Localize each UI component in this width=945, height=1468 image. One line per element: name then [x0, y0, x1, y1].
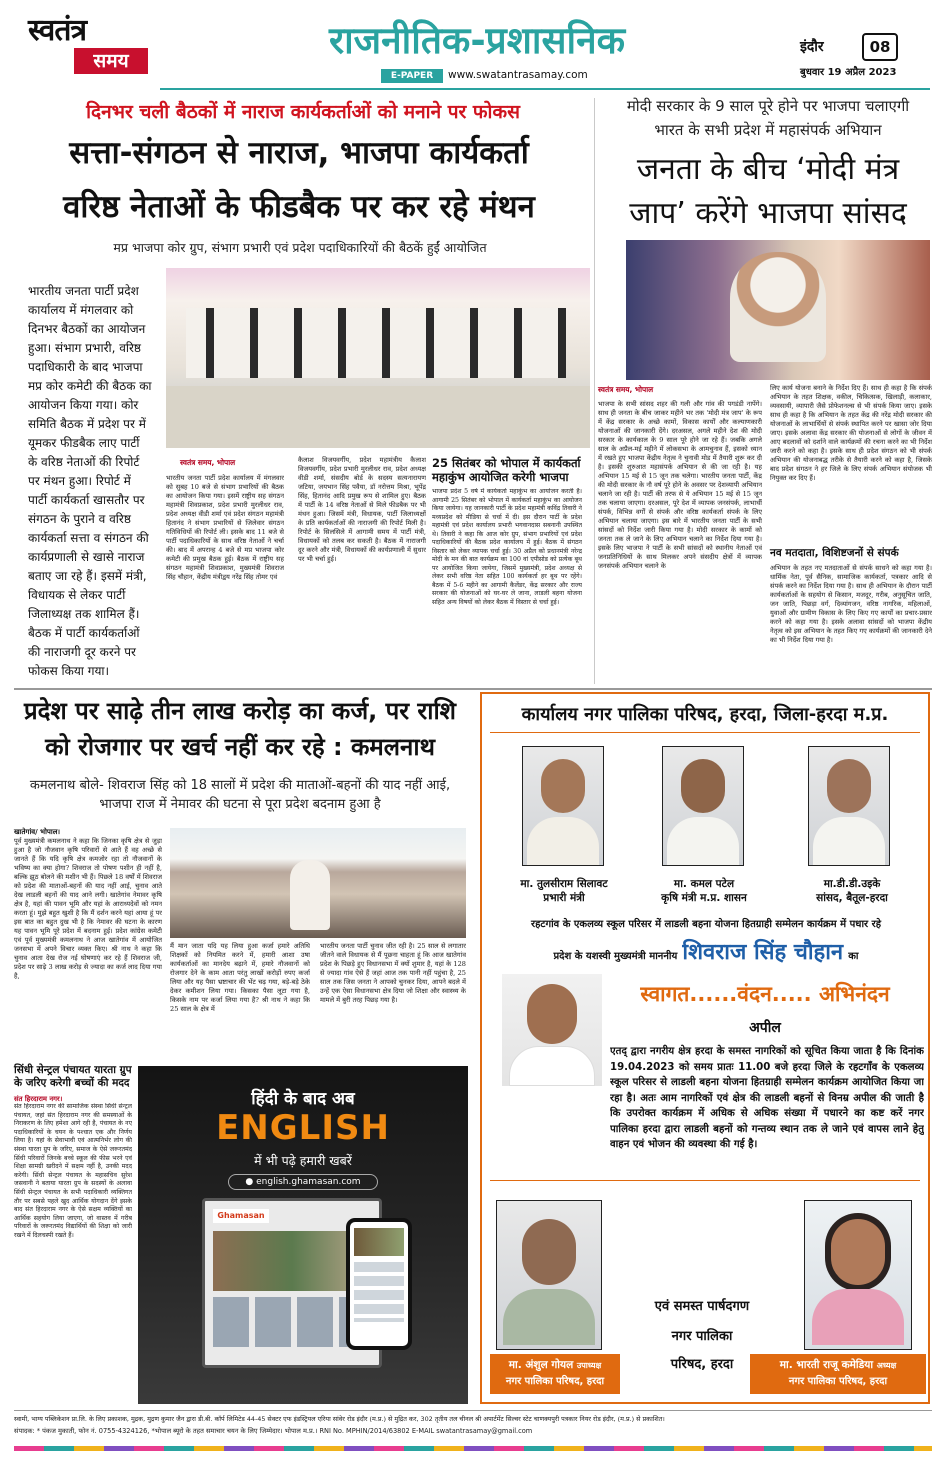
story2-byline: स्वतंत्र समय, भोपाल [598, 385, 654, 394]
p2-role: कृषि मंत्री म.प्र. शासन [661, 892, 747, 904]
logo-top: स्वतंत्र [28, 13, 87, 48]
ad-event-line: रहटगांव के एकलव्य स्कूल परिसर में लाडली बहना योजना हितग्राही सम्मेलन कार्यक्रम में पधार रहे [531, 919, 881, 930]
photo-dd-uikey [808, 746, 890, 866]
promo-site-link[interactable] [228, 1174, 378, 1190]
story4-lead-label: संत हिरदाराम नगर। [14, 1095, 63, 1103]
harda-municipal-ad [480, 692, 930, 1404]
story-modi-mantra [598, 92, 938, 684]
b1-name: मा. अंशुल गोयल [508, 1359, 574, 1371]
promo-line-2: ENGLISH [216, 1108, 390, 1148]
photo-shivraj-chouhan [502, 974, 602, 1086]
p3-name: मा.डी.डी.उइके [823, 878, 881, 890]
footer-line-2: संपादक: * पंकज मुकाती, फोन नं. 0755-4324126, *भोपाल ब्यूरो के तहत समाचार चयन के लिए जिम्मेदार। भोपाल म.प्र.। RNI No. MPHIN/2014/63802 E-MAIL swatantrasamay@gmail.com [14, 1427, 533, 1435]
b2-caption [750, 1354, 926, 1394]
ad-header: कार्यालय नगर पालिका परिषद, हरदा, जिला-हरदा म.प्र. [521, 704, 889, 725]
logo-bottom: समय [74, 48, 148, 74]
photo-anshul-goyal [496, 1200, 602, 1350]
story-bjp-feedback [0, 92, 590, 682]
cm-name: शिवराज सिंह चौहान [682, 940, 844, 965]
story1b-headline: 25 सितंबर को भोपाल में कार्यकर्ता महाकुंभ आयोजित करेगी भाजपा [432, 456, 581, 484]
section-title: राजनीतिक-प्रशासनिक [328, 19, 626, 62]
story3-col2: मैं मान जाता यदि यह लिया हुआ कर्जा हमारे अतिथि शिक्षकों को नियमित करने में, हमारी आशा उषा कार्यकर्ताओं का मानदेय बढ़ाने में, हमारे नौजवानों को रोजगार देने के काम आता परंतु लाखों करोड़ों रुपए कर्जा लिया और यह पैसा भ्रष्टाचार की भेंट चढ़ गया, बड़े-बड़े ठेके देकर कमीशन लिया गया। किसका पैसा लूटा गया है, किसके नाम पर कर्जा लिया गया है? श्री नाथ ने कहा कि 25 साल के क्षेत्र में [170, 942, 310, 1013]
story1b-body: भाजपा प्रदेश 5 वर्ष में कार्यकर्ता महाकुंभ का आयोजन करती है। आगामी 25 सितंबर को भोपाल में कार्यकर्ता महाकुंभ का आयोजन किया जायेगा। यह जानकारी पार्टी के प्रदेश महामंत्री कविंद्र तिवारी ने मध्यप्रदेश को मीडिया से चर्चा में दी। इस दौरान पार्टी के प्रदेश महामंत्री एवं प्रदेश कार्यालय प्रभारी भगवानदास सबनानी उपस्थित थे। तिवारी ने कहा कि आज कोर ग्रुप, संभाग प्रभारियों एवं प्रदेश पदाधिकारियों की बैठक प्रदेश कार्यालय में हुई। बैठक में संगठन विस्तार को लेकर व्यापक चर्चा हुई। 30 अप्रैल को प्रधानमंत्री नरेन्द्र मोदी के मन की बात कार्यक्रम का 100 वां एपीसोड को प्रत्येक बूथ पर आयोजित किया जायेगा, जिसमें मुख्यमंत्री, प्रदेश अध्यक्ष से लेकर सभी वरिष्ठ नेता सहित 100 कार्यकर्ता हर बूथ पर रहेंगे। बैठक में 5-6 महीने का आगामी कैलेंडर, केंद्र सरकार और राज्य सरकार की योजनाओं को घर-घर ले जाना, लाडली बहना योजना सहित अन्य विषयों को लेकर बैठक में विस्तार से चर्चा हुई। [432, 488, 582, 606]
cm-prefix: प्रदेश के यशस्वी मुख्यमंत्री माननीय [553, 951, 678, 962]
p2-name: मा. कमल पटेल [673, 878, 735, 890]
b2-title: अध्यक्ष [876, 1361, 897, 1370]
story3-headline-1: प्रदेश पर साढ़े तीन लाख करोड़ का कर्ज, पर राशि [24, 697, 456, 725]
footer-color-bar [14, 1446, 932, 1451]
b2-name: मा. भारती राजू कमेडिया [779, 1359, 874, 1371]
page-number: 08 [862, 33, 898, 61]
photo-tulsiram-silawat [522, 746, 604, 866]
b1-caption [490, 1354, 620, 1394]
kamalnath-rally-photo [170, 828, 466, 938]
phone-mockup [346, 1218, 412, 1350]
story3-lead-label: खातेगांव/ भोपाल। [14, 828, 61, 836]
ad-appeal-text: एतद् द्वारा नगरीय क्षेत्र हरदा के समस्त नागरिकों को सूचित किया जाता है कि दिनांक 19.04.2023 को समय प्रातः 11.00 बजे हरदा जिले के रहटगाँव के एकलव्य स्कूल परिसर से लाडली बहना योजना हितग्राही सम्मेलन कार्यक्रम आयोजित किया जा रहा है। अतः आम नागरिकों एवं क्षेत्र की लाडली बहनों से विनम्र अपील की जाती है कि उपरोक्त कार्यक्रम में अधिक से अधिक संख्या में पधारने का कष्ट करें नगर पालिका हरदा द्वारा लाडली बहनों को गन्तव्य स्थान तक ले जाने एवं वापस लाने हेतु वाहन एवं भोजन की व्यवस्था की गई है। [610, 1046, 924, 1150]
story2-col2: लिए कार्य योजना बनाने के निर्देश दिए हैं। साथ ही कहा है कि संपर्क अभियान के तहत शिक्षक, वकील, चिकित्सक, खिलाड़ी, कलाकार, व्यवसायी, व्यापारी जैसे प्रोफेशनल्स से भी संपर्क किया जाए। इसके साथ ही कहा है कि अभियान के तहत केंद्र की नरेंद्र मोदी सरकार की योजनाओं के लाभार्थियों से संपर्क स्थापित करने पर खासा जोर दिया जाए। इसके अलावा केंद्र सरकार की योजनाओं से लोगों के जीवन में आए बदलावों को दर्शाने वाले कार्यक्रमों की रचना करने का भी निर्देश जारी करने को कहा है। इसके साथ ही प्रदेश संगठन को भी संपर्क अभियान की योजनाबद्ध तरीके से तैयारी करने को कहा है, जिसके बाद प्रदेश संगठन ने हर जिले के लिए संपर्क अभियान संयोजक भी नियुक्त कर दिए हैं। [770, 384, 932, 482]
epaper-badge: E-PAPER [381, 69, 443, 83]
story4-body: संत हिरदाराम नगर की सामाजिक संस्था सिंधी सेन्ट्रल पंचायत, जहां संत हिरदाराम नगर की समस्याओं के निराकरण के लिए हमेशा आगे रही है, पंचायत के नए पदाधिकारियों के चयन के पश्चात एक और निर्णय लिया है। यहां के सेवाभावी एवं आत्मनिर्भर लोग की संस्था यारता ग्रुप के जरिए, समाज के ऐसे जरूरतमंद सिंधी परिवारों जिनके बच्चे स्कूल की फीस भरने एवं शिक्षा सामग्री खरीदने में सक्षम नहीं है, उनकी मदद करेगी। सिंधी सेन्ट्रल पंचायत के महासचिव सुरेश जसवानी ने बताया यारता ग्रुप के सदस्यों के अलावा सिंधी सेन्ट्रल पंचायत के सभी पदाधिकारी व्यक्तिगत तौर पर सबसे पहले खुद आर्थिक योगदान देंगे इसके बाद संत हिरदाराम नगर के ऐसे सक्षम व्यक्तियों का आर्थिक सहयोग लिया जाएगा, जो वास्तव में गरीब परिवारों के जरूरतमंद विद्यार्थियों की शिक्षा को जारी रखने में दिलचस्पी रखते हैं। [14, 1103, 132, 1239]
story3-headline-2: को रोजगार पर खर्च नहीं कर रहे : कमलनाथ [45, 733, 435, 761]
b2-org: नगर पालिका परिषद, हरदा [788, 1376, 888, 1387]
story2-kicker-2: भारत के सभी प्रदेश में महासंपर्क अभियान [654, 121, 882, 139]
story3-col3: भारतीय जनता पार्टी चुनाव जीत रही है। 25 साल से लगातार जीतने वाले विधायक से मैं पूछना चाहता हूं कि आज खातेगांव प्रदेश के पिछड़े हुए विधानसभा में क्यों शुमार है, यहां के 128 से ज्यादा गांव ऐसे हैं जहां आज तक पानी नहीं पहुंचा है, 25 साल तक जिस जनता ने आपको चुनकर दिया, आपने बदले में उन्हें एक ऐसा विधानसभा क्षेत्र दिया जो शिक्षा और स्वास्थ्य के मामले में बुरी तरह पिछड़ गया है। [320, 942, 466, 1004]
story-sindhi-panchayat [14, 1064, 132, 1404]
b1-org: नगर पालिका परिषद, हरदा [505, 1376, 605, 1387]
p3-role: सांसद, बैतूल-हरदा [816, 892, 888, 904]
footer-line-1: स्वामी, भाग्य पब्लिकेशन प्रा.लि. के लिए प्रकाशक, मुद्रक, मुद्रण कुमार जैन द्वारा डी.बी. कॉर्प लिमिटेड 44-45 सेक्टर एफ इंडस्ट्रियल एरिया सांवेर रोड इंदौर (म.प्र.) से मुद्रित कर, 302 तृतीय तल चीनल श्री अपार्टमेंट सिल्वर स्टेट चाणक्यपुरी पत्रकार नियर रोड इंदौर, (म.प्र.) से प्रकाशित। [14, 1415, 665, 1423]
story-kamalnath [0, 692, 474, 1062]
promo-line-1: हिंदी के बाद अब [251, 1089, 355, 1109]
english-promo[interactable] [138, 1066, 468, 1404]
story3-col1: पूर्व मुख्यमंत्री कमलनाथ ने कहा कि जिनका कृषि क्षेत्र से जुड़ा हुआ है जो नौजवान कृषि परिवारों से आते हैं वह अच्छे से जानते हैं कि यदि कृषि क्षेत्र कमजोर रहा तो नौजवानों के भविष्य का क्या होगा? शिवराज तो पोषण पशीन ही नहीं है, बल्कि झूठ बोलने की मशीन भी हैं। पिछले 18 वर्षों में शिवराज को प्रदेश की माताओं-बहनों की याद नहीं आई, चुनाव आते देख लाडली बहनों की याद आने लगी। खातेगांव नेमावर कृषि क्षेत्र है, यहां की पावन भूमि और यहां के आराध्यदेवों को नमन करता हूं। मुझे बहुत खुशी है कि मैं दर्शन करने यहां आया हूं पर इस बात का बहुत दुख भी है कि नेमावर की घटना के कारण यह पावन भूमि पूरे प्रदेश में बदनाम हुई। प्रदेश कांग्रेस कमेटी एवं पूर्व मुख्यमंत्री कमलनाथ ने आज खातेगांव में आयोजित जनसभा में अपने विचार व्यक्त किए। श्री नाथ ने कहा कि चुनाव आता देख रोज नई घोषणाएं कर रहे हैं शिवराज जी, प्रदेश पर साढ़े 3 लाख करोड़ से ज्यादा का कर्ज लाद दिया गया है, [14, 837, 162, 980]
logo[interactable] [28, 14, 156, 84]
ad-mid-1: एवं समस्त पार्षदगण [654, 1299, 750, 1314]
story1-col2: कैलाश विजयवर्गीय, प्रदेश महामंत्रीय कैलाश विजयवर्गीय, प्रदेश प्रभारी मुरलीधर राव, प्रदेश अध्यक्ष वीडी शर्मा, संसदीय बोर्ड के सदस्य सत्यनारायण जटिया, जयभान सिंह पवैया, डॉ नरोत्तम मिश्रा, भूपेंद्र सिंह, हितानंद आदि प्रमुख रूप से शामिल हुए। बैठक में पार्टी के 14 वरिष्ठ नेताओं से मिले फीडबैक पर भी मंथन हुआ। जिसमें मंत्री, विधायक, पार्टी जिलाध्यक्षों के प्रति कार्यकर्ताओं की नाराजगी की रिपोर्ट मिली है। रिपोर्ट के सिलसिले में आगामी समय में पार्टी मंत्री, विधायकों को तलब कर सकती है। बैठक में नाराजगी दूर करने और मंत्री, विधायकों की कार्यप्रणाली में सुधार पर भी चर्चा हुई। [298, 456, 426, 563]
promo-site-text: english.ghamasan.com [256, 1177, 361, 1187]
masthead [0, 0, 945, 92]
story1-headline-1: सत्ता-संगठन से नाराज, भाजपा कार्यकर्ता [69, 135, 529, 171]
globe-icon: ● [245, 1177, 257, 1187]
ad-mid-3: परिषद, हरदा [670, 1357, 734, 1372]
story1-headline-2: वरिष्ठ नेताओं के फीडबैक पर कर रहे मंथन [63, 189, 535, 225]
date-label: बुधवार 19 अप्रैल 2023 [800, 67, 897, 78]
ad-appeal-title: अपील [749, 1020, 781, 1036]
b1-title: उपाध्यक्ष [576, 1361, 602, 1370]
story2-headline-2: जाप’ करेंगे भाजपा सांसद [629, 196, 907, 231]
story1-byline: स्वतंत्र समय, भोपाल [180, 458, 236, 467]
ad-mid-2: नगर पालिका [671, 1329, 733, 1344]
city-label: इंदौर [800, 39, 824, 55]
website-link[interactable]: www.swatantrasamay.com [448, 69, 588, 81]
p1-role: प्रभारी मंत्री [543, 892, 585, 904]
story2-subhead: नव मतदाता, विशिष्टजनों से संपर्क [770, 547, 899, 559]
story1-pullquote: भारतीय जनता पार्टी प्रदेश कार्यालय में मंगलवार को दिनभर बैठकों का आयोजन हुआ। संभाग प्रभारी, वरिष्ठ पदाधिकारी के बाद भाजपा मप्र कोर कमेटी की बैठक का आयोजन किया गया। कोर समिति बैठक में प्रदेश पर में यूमकर फीडबैक लाए पार्टी के वरिष्ठ नेताओं की रिपोर्ट पर मंथन हुआ। रिपोर्ट में पार्टी कार्यकर्ता खासतौर पर संगठन के पुराने व वरिष्ठ कार्यकर्ता सत्ता व संगठन की कार्यप्रणाली से खासे नाराज बताए जा रहे हैं। इसमें मंत्री, विधायक से लेकर पार्टी जिलाध्यक्ष तक शामिल हैं। बैठक में पार्टी कार्यकर्ताओं की नाराजगी दूर करने पर फोकस किया गया। [28, 284, 152, 678]
photo-bharti-kamediya [804, 1200, 912, 1350]
story4-headline: सिंधी सेन्ट्रल पंचायत यारता ग्रुप के जरिए करेगी बच्चों की मदद [14, 1064, 132, 1089]
promo-line-3: में भी पढ़े हमारी खबरें [254, 1153, 352, 1168]
story2-col3: अभियान के तहत नए मतदाताओं से संपर्क साधने को कहा गया है। धार्मिक नेता, पूर्व सैनिक, सामाजिक कार्यकर्ता, पत्रकार आदि से संपर्क करने का निर्देश दिया गया है। साथ ही अभियान के दौरान पार्टी कार्यकर्ताओं के सहयोग से किसान, मजदूर, गरीब, अनुसूचित जाति, जन जाति, पिछड़ा वर्ग, दिव्यांगजन, वरिष्ठ नागरिक, महिलाओं, युवाओं और ग्रामीण विकास के लिए किए गए कार्यों का प्रचार-प्रसार करने को कहा गया है। इसके अलावा सांसदों को भाजपा केंद्रीय नेतृत्व को इस अभियान के तहत किए गए कार्यक्रमों की जानकारी देने का भी निर्देश दिया गया है। [770, 564, 932, 644]
story1-col1: भारतीय जनता पार्टी प्रदेश कार्यालय में मंगलवार को सुबह 10 बजे से संभाग प्रभारियों की बैठक का आयोजन किया गया। इसमें राष्ट्रीय सह संगठन महामंत्री शिवप्रकाश, प्रदेश प्रभारी मुरलीधर राव, प्रदेश अध्यक्ष वीडी शर्मा एवं प्रदेश संगठन महामंत्री हितानंद ने संभाग प्रभारियों से जिलेवार संगठन गतिविधियों की रिपोर्ट ली। इसके बाद 11 बजे से पार्टी पदाधिकारियों के साथ वरिष्ठ नेताओं ने चर्चा की। बाद में अपरान्ह 4 बजे से मप्र भाजपा कोर कमेटी की प्रमुख बैठक हुई। बैठक में राष्ट्रीय सह संगठन महामंत्री शिवप्रकाश, मुख्यमंत्री शिवराज सिंह चौहान, केंद्रीय मंत्रीद्वय नरेंद्र सिंह तोमर एवं [166, 474, 284, 581]
story2-headline-1: जनता के बीच ‘मोदी मंत्र [636, 152, 900, 187]
story2-col1: भाजपा के सभी सांसद शहर की गली और गांव की पगडंडी नापेंगे। साथ ही जनता के बीच जाकर महीने भर तक 'मोदी मंत्र जाप' के रूप में केंद्र सरकार के अच्छे कामों, विकास कार्यों और कल्याणकारी योजनाओं की जानकारी देंगे। दरअसल, अगले महीने देश की मोदी सरकार के कार्यकाल के 9 साल पूरे होने जा रहे हैं। जबकि अगले साल के अप्रैल-मई महीने में लोकसभा के आमचुनाव हैं, इसको ध्यान में रखते हुए भाजपा केंद्रीय नेतृत्व ने चुनावी मोड में तैयारी शुरू कर दी है। इसकी शुरुआत महासंपर्क अभियान से की जा रही है। यह अभियान 15 मई से 15 जून तक चलेगा। भारतीय जनता पार्टी, केंद्र की मोदी सरकार के नौ वर्ष पूरे होने के अवसर पर देशव्यापी अभियान चलाने जा रही है। पार्टी की तरफ से ये अभियान 15 मई से 15 जून तक चलाया जाएगा। दरअसल, पूरे देश में व्यापक जनसंपर्क, लाभार्थी संपर्क, विभिन्न वर्गों से संपर्क और वरिष्ठ कार्यकर्ता संपर्क के लिए अभियान चलाया जाएगा। इस बारे में भारतीय जनता पार्टी के सभी सांसदों को निर्देश जारी किया गया है। मोदी सरकार के कामों को जनता तक ले जाने के लिए अभियान चलाने का निर्देश दिया गया है। इसके लिए भाजपा ने पार्टी के सभी सांसदों को स्थानीय नेताओं एवं जनप्रतिनिधियों के साथ मिलकर अपने संसदीय क्षेत्रों में व्यापक जनसंपर्क अभियान चलाने के [598, 400, 762, 570]
laptop-brand: Ghamasan [213, 1209, 269, 1223]
modi-speech-photo [626, 240, 930, 380]
ad-cm-line [488, 938, 924, 972]
story1-kicker: दिनभर चली बैठकों में नाराज कार्यकर्ताओं को मनाने पर फोकस [86, 101, 520, 123]
story1-deck: मप्र भाजपा कोर ग्रुप, संभाग प्रभारी एवं प्रदेश पदाधिकारियों की बैठकें हुईं आयोजित [113, 240, 487, 255]
story2-kicker-1: मोदी सरकार के 9 साल पूरे होने पर भाजपा चलाएगी [626, 97, 910, 115]
p1-name: मा. तुलसीराम सिलावट [520, 878, 608, 890]
photo-kamal-patel [662, 746, 744, 866]
ad-welcome: स्वागत......वंदन..... अभिनंदन [640, 982, 890, 1006]
story3-deck: कमलनाथ बोले- शिवराज सिंह को 18 सालों में प्रदेश की माताओं-बहनों की याद नहीं आई, भाजपा राज में नेमावर की घटना से पूरा प्रदेश बदनाम हुआ है [29, 778, 451, 812]
cm-suffix: का [848, 951, 859, 962]
bjp-meeting-photo [166, 268, 590, 448]
